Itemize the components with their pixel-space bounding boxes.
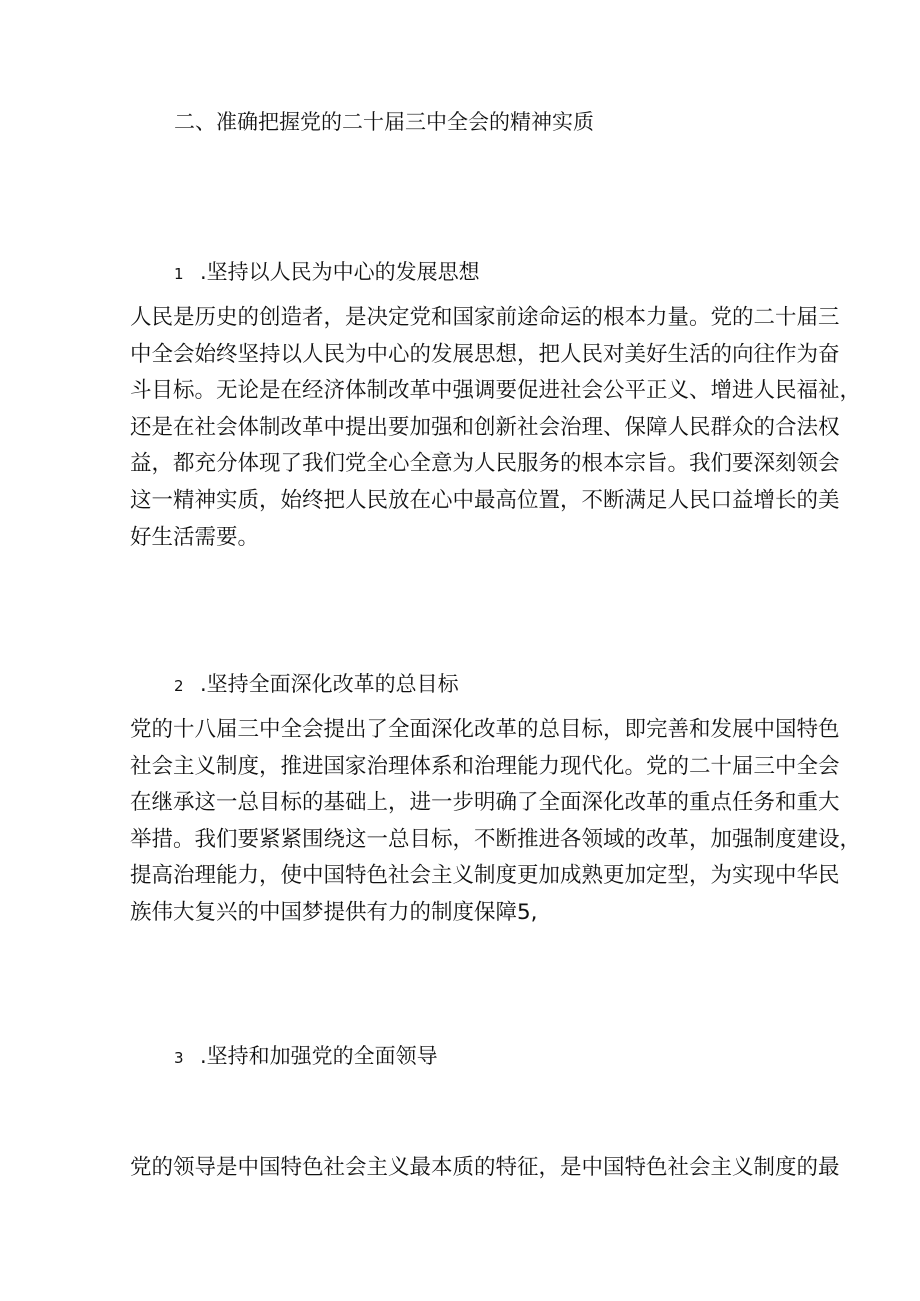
paragraph-line: 社会主义制度，推进国家治理体系和治理能力现代化。党的二十届三中全会 xyxy=(130,753,840,779)
item-2-heading xyxy=(174,666,459,704)
paragraph-line: 还是在社会体制改革中提出要加强和创新社会治理、保障人民群众的合法权 xyxy=(130,414,840,440)
item-3-heading xyxy=(174,1038,438,1076)
paragraph-line: 举措。我们要紧紧围绕这一总目标，不断推进各领域的改革，加强制度建设， xyxy=(130,826,862,852)
item-3-number: 3 xyxy=(174,1049,184,1067)
item-2-heading-text: .坚持全面深化改革的总目标 xyxy=(200,672,459,696)
paragraph-line: 益，都充分体现了我们党全心全意为人民服务的根本宗旨。我们要深刻领会 xyxy=(130,451,840,477)
item-1-heading-text: .坚持以人民为中心的发展思想 xyxy=(200,260,480,284)
item-1-paragraph xyxy=(130,300,862,556)
paragraph-line: 斗目标。无论是在经济体制改革中强调要促进社会公平正义、增进人民福祉， xyxy=(130,378,862,404)
item-3-paragraph xyxy=(130,1150,840,1187)
item-2-paragraph xyxy=(130,712,862,932)
paragraph-line: 人民是历史的创造者，是决定党和国家前途命运的根本力量。党的二十届三 xyxy=(130,305,840,330)
section-title: 二、准确把握党的二十届三中全会的精神实质 xyxy=(174,110,594,134)
item-1-heading xyxy=(174,254,480,292)
item-3-heading-text: .坚持和加强党的全面领导 xyxy=(200,1044,438,1068)
paragraph-line: 好生活需要。 xyxy=(130,524,260,550)
paragraph-line: 在继承这一总目标的基础上，进一步明确了全面深化改革的重点任务和重大 xyxy=(130,790,840,816)
paragraph-line: 党的十八届三中全会提出了全面深化改革的总目标，即完善和发展中国特色 xyxy=(130,717,840,742)
paragraph-line: 这一精神实质，始终把人民放在心中最高位置，不断满足人民口益增长的美 xyxy=(130,487,840,513)
item-1-number: 1 xyxy=(174,265,184,283)
paragraph-line: 提高治理能力，使中国特色社会主义制度更加成熟更加定型，为实现中华民 xyxy=(130,863,840,889)
paragraph-line: 中全会始终坚持以人民为中心的发展思想，把人民对美好生活的向往作为奋 xyxy=(130,341,840,367)
paragraph-line: 党的领导是中国特色社会主义最本质的特征，是中国特色社会主义制度的最 xyxy=(130,1155,840,1180)
item-2-number: 2 xyxy=(174,677,184,695)
paragraph-line: 族伟大复兴的中国梦提供有力的制度保障5, xyxy=(130,899,538,925)
